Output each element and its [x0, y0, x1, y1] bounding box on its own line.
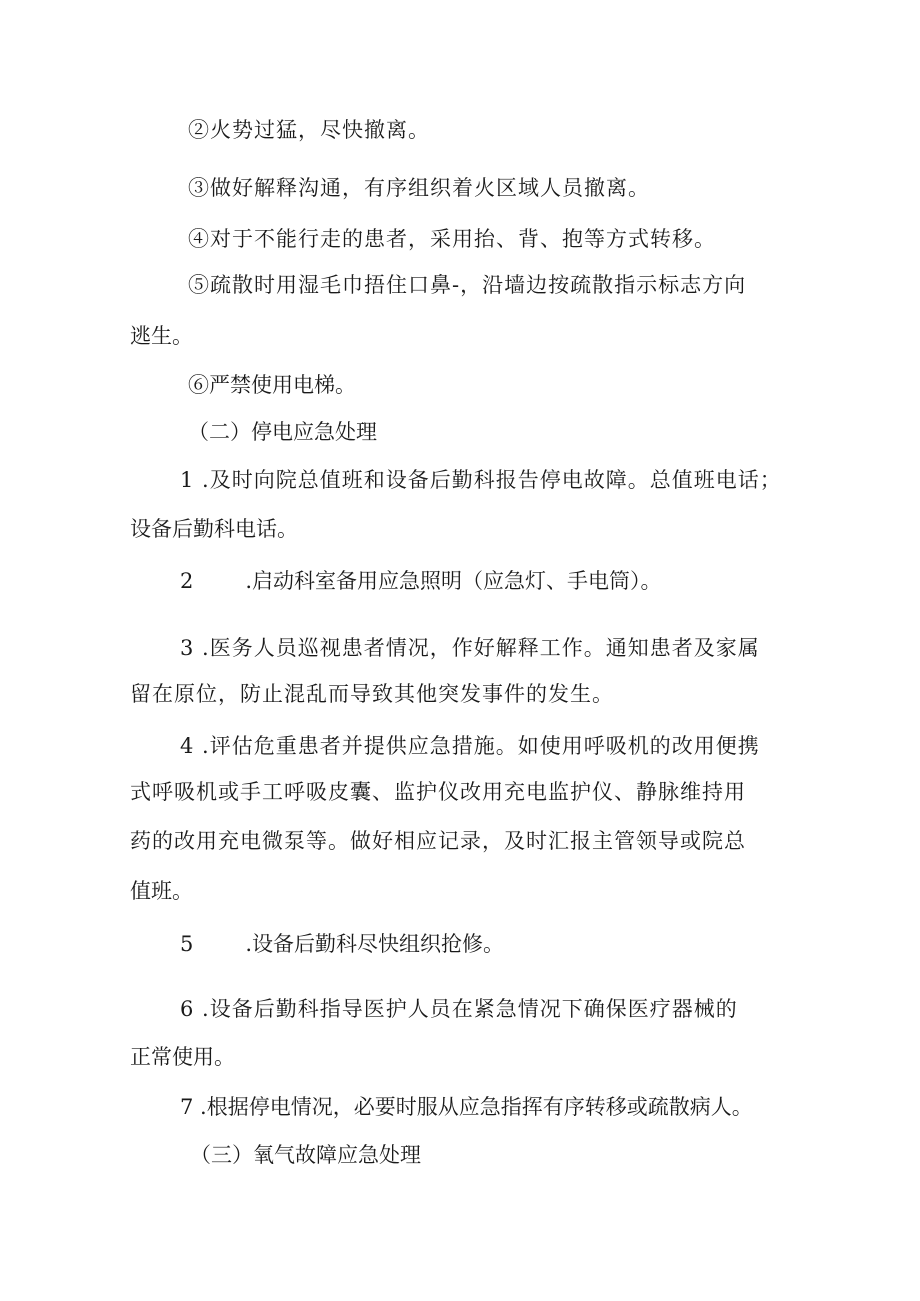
item-number: 5 [180, 932, 194, 956]
section-heading: （二）停电应急处理 [188, 420, 377, 444]
text-line: 逃生。 [130, 324, 193, 348]
text-line: 留在原位，防止混乱而导致其他突发事件的发生。 [130, 682, 614, 706]
text-line: ⑥严禁使用电梯。 [188, 373, 356, 397]
text-line: ⑤疏散时用湿毛巾捂住口鼻-，沿墙边按疏散指示标志方向 [188, 273, 747, 297]
text-line: 式呼吸机或手工呼吸皮囊、监护仪改用充电监护仪、静脉维持用 [130, 780, 746, 804]
text-line [180, 929, 504, 959]
section-heading: （三）氧气故障应急处理 [190, 1143, 421, 1167]
text-line: 1 .及时向院总值班和设备后勤科报告停电故障。总值班电话； [180, 468, 782, 492]
text-line: 7 .根据停电情况，必要时服从应急指挥有序转移或疏散病人。 [180, 1095, 753, 1119]
text-line: 4 .评估危重患者并提供应急措施。如使用呼吸机的改用便携 [180, 734, 760, 758]
text-line: 设备后勤科电话。 [130, 517, 298, 541]
item-text: .设备后勤科尽快组织抢修。 [245, 932, 505, 956]
text-line: 正常使用。 [130, 1045, 235, 1069]
text-line: ④对于不能行走的患者，采用抬、背、抱等方式转移。 [188, 227, 716, 251]
text-line: 值班。 [130, 879, 193, 903]
text-line: 药的改用充电微泵等。做好相应记录，及时汇报主管领导或院总 [130, 829, 746, 853]
item-number: 2 [180, 569, 194, 593]
text-line: ②火势过猛，尽快撤离。 [188, 118, 430, 142]
text-line: 6 .设备后勤科指导医护人员在紧急情况下确保医疗器械的 [180, 997, 738, 1021]
text-line: ③做好解释沟通，有序组织着火区域人员撤离。 [188, 176, 650, 200]
text-line: 3 .医务人员巡视患者情况，作好解释工作。通知患者及家属 [180, 636, 760, 660]
item-text: .启动科室备用应急照明（应急灯、手电筒）。 [245, 569, 662, 593]
text-line [180, 566, 662, 596]
